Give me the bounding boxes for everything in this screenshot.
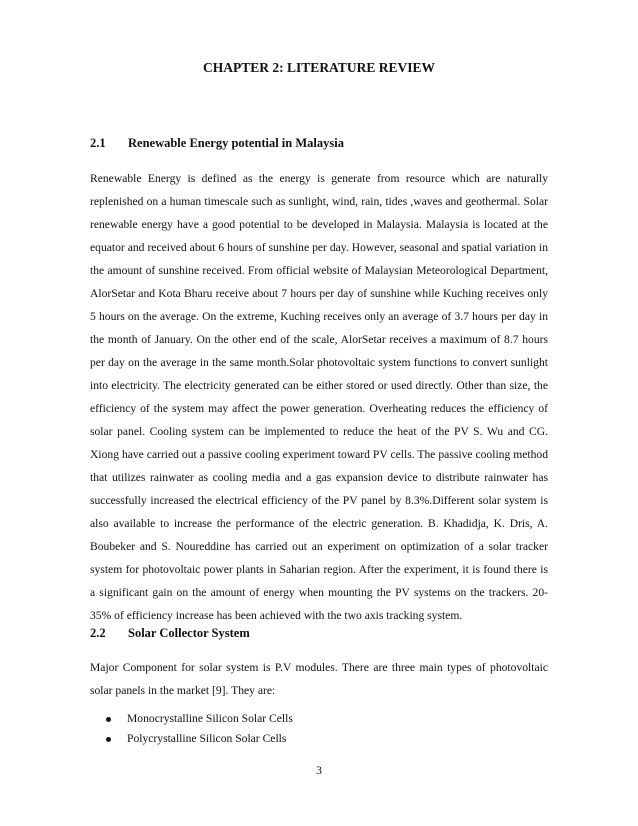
section-number: 2.2 xyxy=(90,626,106,640)
list-item-text: Polycrystalline Silicon Solar Cells xyxy=(127,732,287,745)
section-heading-2-1 xyxy=(90,136,344,151)
bullet-icon xyxy=(106,737,111,742)
bullet-icon xyxy=(106,717,111,722)
list-item xyxy=(90,729,293,749)
section-number: 2.1 xyxy=(90,136,106,150)
section-title: Renewable Energy potential in Malaysia xyxy=(128,136,344,150)
section-heading-2-2 xyxy=(90,626,250,641)
section-title: Solar Collector System xyxy=(128,626,250,640)
page-number: 3 xyxy=(316,764,322,777)
list-item-text: Monocrystalline Silicon Solar Cells xyxy=(127,712,293,725)
section-2-2-paragraph: Major Component for solar system is P.V modules. There are three main types of photovoltaic solar panels in the market [9]. They are: xyxy=(90,661,548,697)
bullet-list xyxy=(90,709,293,749)
list-item xyxy=(90,709,293,729)
chapter-title: CHAPTER 2: LITERATURE REVIEW xyxy=(203,60,435,75)
section-2-1-paragraph: Renewable Energy is defined as the energy is generate from resource which are naturally replenished on a human timescale such as sunlight, wind, rain, tides ,waves and geothermal. Solar renewable energy have a good potential to be developed in Malaysia. Malaysia is located at the equator and received about 6 hours of sunshine per day. However, seasonal and spatial variation in the amount of sunshine received. From official website of Malaysian Meteorological Department, AlorSetar and Kota Bharu receive about 7 hours per day of sunshine while Kuching receives only 5 hours on the average. On the extreme, Kuching receives only an average of 3.7 hours per day in the month of January. On the other end of the scale, AlorSetar receives a maximum of 8.7 hours per day on the average in the same month.Solar photovoltaic system functions to convert sunlight into electricity. The electricity generated can be either stored or used directly. Other than size, the efficiency of the system may affect the power generation. Overheating reduces the efficiency of solar panel. Cooling system can be implemented to reduce the heat of the PV S. Wu and CG. Xiong have carried out a passive cooling experiment toward PV cells. The passive cooling method that utilizes rainwater as cooling media and a gas expansion device to distribute rainwater has successfully increased the electrical efficiency of the PV panel by 8.3%.Different solar system is also available to increase the performance of the electric generation. B. Khadidja, K. Dris, A. Boubeker and S. Noureddine has carried out an experiment on optimization of a solar tracker system for photovoltaic power plants in Saharian region. After the experiment, it is found there is a significant gain on the amount of energy when mounting the PV systems on the trackers. 20-35% of efficiency increase has been achieved with the two axis tracking system. xyxy=(90,172,548,622)
